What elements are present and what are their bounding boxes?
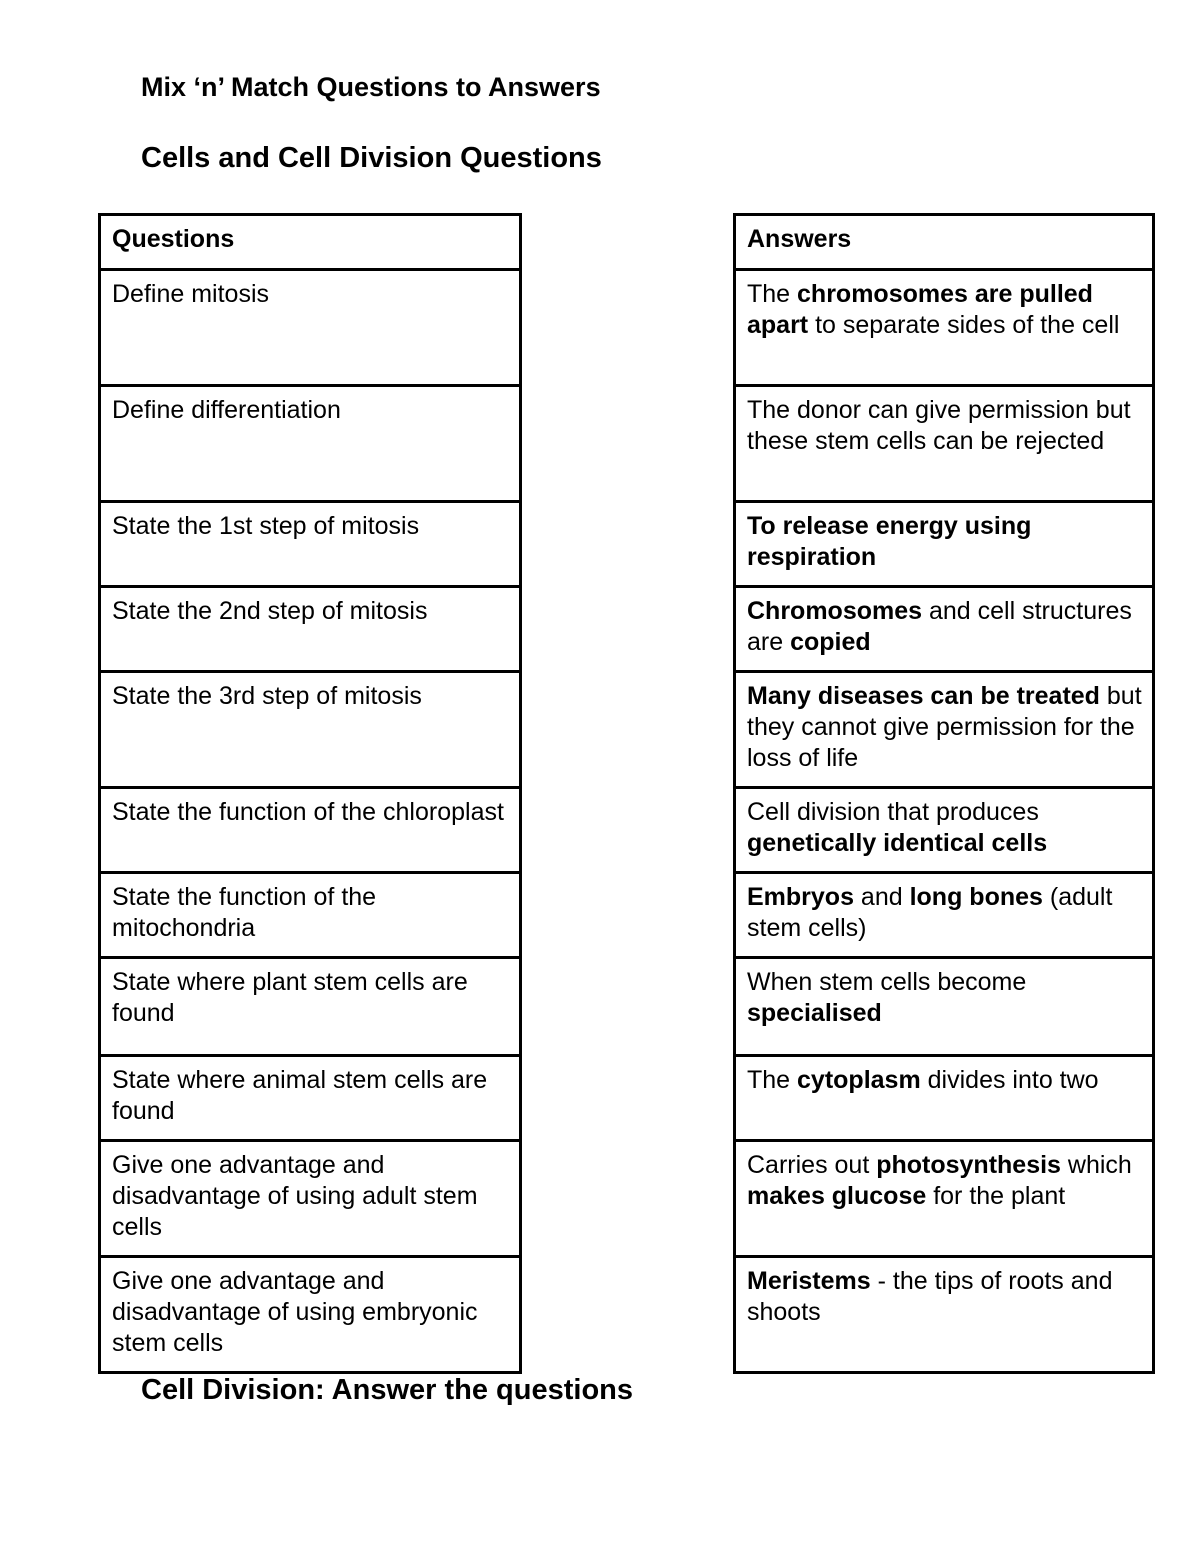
answer-bold-text: copied xyxy=(790,628,871,656)
question-cell: State the function of the mitochondria xyxy=(100,873,521,958)
question-cell: Give one advantage and disadvantage of using embryonic stem cells xyxy=(100,1257,521,1373)
question-cell: Give one advantage and disadvantage of using adult stem cells xyxy=(100,1141,521,1257)
question-cell: State the 2nd step of mitosis xyxy=(100,587,521,672)
answer-text: When stem cells become xyxy=(747,968,1027,996)
question-cell: State where animal stem cells are found xyxy=(100,1056,521,1141)
answer-cell xyxy=(735,958,1154,1056)
answer-cell xyxy=(735,502,1154,587)
answer-text: - the tips of roots and shoots xyxy=(747,1267,1113,1326)
answer-bold-text: genetically identical cells xyxy=(747,829,1048,857)
answer-bold-text: Chromosomes xyxy=(747,597,923,625)
answer-cell xyxy=(735,1141,1154,1257)
page-title: Mix ‘n’ Match Questions to Answers xyxy=(141,72,601,102)
answer-text: The xyxy=(747,280,798,308)
answer-cell xyxy=(735,1056,1154,1141)
answer-text: Cell division that produces xyxy=(747,798,1039,826)
section-title: Cells and Cell Division Questions xyxy=(141,142,602,174)
answer-text: (adult stem cells) xyxy=(747,883,1113,942)
answer-row xyxy=(735,1141,1154,1257)
answer-cell xyxy=(735,1257,1154,1373)
answer-row xyxy=(735,502,1154,587)
answer-text: to separate sides of the cell xyxy=(808,311,1120,339)
question-row xyxy=(100,1257,521,1373)
question-row xyxy=(100,788,521,873)
answer-cell xyxy=(735,270,1154,386)
answer-bold-text: photosynthesis xyxy=(876,1151,1061,1179)
answer-bold-text: Embryos xyxy=(747,883,854,911)
answer-bold-text: chromosomes are pulled apart xyxy=(747,280,1093,339)
answer-text: Carries out xyxy=(747,1151,877,1179)
answer-text: for the plant xyxy=(926,1182,1066,1210)
question-cell: State the function of the chloroplast xyxy=(100,788,521,873)
questions-table xyxy=(98,213,522,1374)
answer-row xyxy=(735,958,1154,1056)
answer-cell xyxy=(735,386,1154,502)
question-cell: State where plant stem cells are found xyxy=(100,958,521,1056)
questions-header-row xyxy=(100,215,521,270)
question-row xyxy=(100,958,521,1056)
answer-row xyxy=(735,672,1154,788)
answer-row xyxy=(735,270,1154,386)
answers-header: Answers xyxy=(735,215,1154,270)
answer-text: and cell structures are xyxy=(747,597,1132,656)
answer-bold-text: cytoplasm xyxy=(797,1066,921,1094)
answer-text: and xyxy=(853,883,910,911)
question-cell: Define mitosis xyxy=(100,270,521,386)
answer-cell xyxy=(735,873,1154,958)
answer-text: which xyxy=(1060,1151,1132,1179)
answer-row xyxy=(735,1257,1154,1373)
answer-cell xyxy=(735,587,1154,672)
answer-row xyxy=(735,788,1154,873)
answer-row xyxy=(735,587,1154,672)
answer-text: The donor can give permission but these stem cells can be rejected xyxy=(747,396,1131,455)
question-cell: State the 1st step of mitosis xyxy=(100,502,521,587)
question-row xyxy=(100,270,521,386)
answer-bold-text: makes glucose xyxy=(747,1182,927,1210)
answer-bold-text: To release energy using respiration xyxy=(747,512,1032,571)
answer-row xyxy=(735,1056,1154,1141)
answer-bold-text: long bones xyxy=(909,883,1043,911)
question-row xyxy=(100,502,521,587)
answer-cell xyxy=(735,788,1154,873)
answer-text: The xyxy=(747,1066,798,1094)
questions-header: Questions xyxy=(100,215,521,270)
question-row xyxy=(100,1141,521,1257)
answers-table xyxy=(733,213,1155,1374)
answer-bold-text: specialised xyxy=(747,999,882,1027)
question-row xyxy=(100,386,521,502)
question-cell: State the 3rd step of mitosis xyxy=(100,672,521,788)
question-row xyxy=(100,1056,521,1141)
answer-row xyxy=(735,386,1154,502)
cell-division-heading: Cell Division: Answer the questions xyxy=(141,1374,634,1406)
question-cell: Define differentiation xyxy=(100,386,521,502)
answers-header-row xyxy=(735,215,1154,270)
question-row xyxy=(100,873,521,958)
answer-text: divides into two xyxy=(920,1066,1099,1094)
answer-bold-text: Meristems xyxy=(747,1267,871,1295)
answer-cell xyxy=(735,672,1154,788)
answer-text: but they cannot give permission for the loss of life xyxy=(747,682,1142,772)
question-row xyxy=(100,672,521,788)
answer-bold-text: Many diseases can be treated xyxy=(747,682,1100,710)
answer-row xyxy=(735,873,1154,958)
question-row xyxy=(100,587,521,672)
